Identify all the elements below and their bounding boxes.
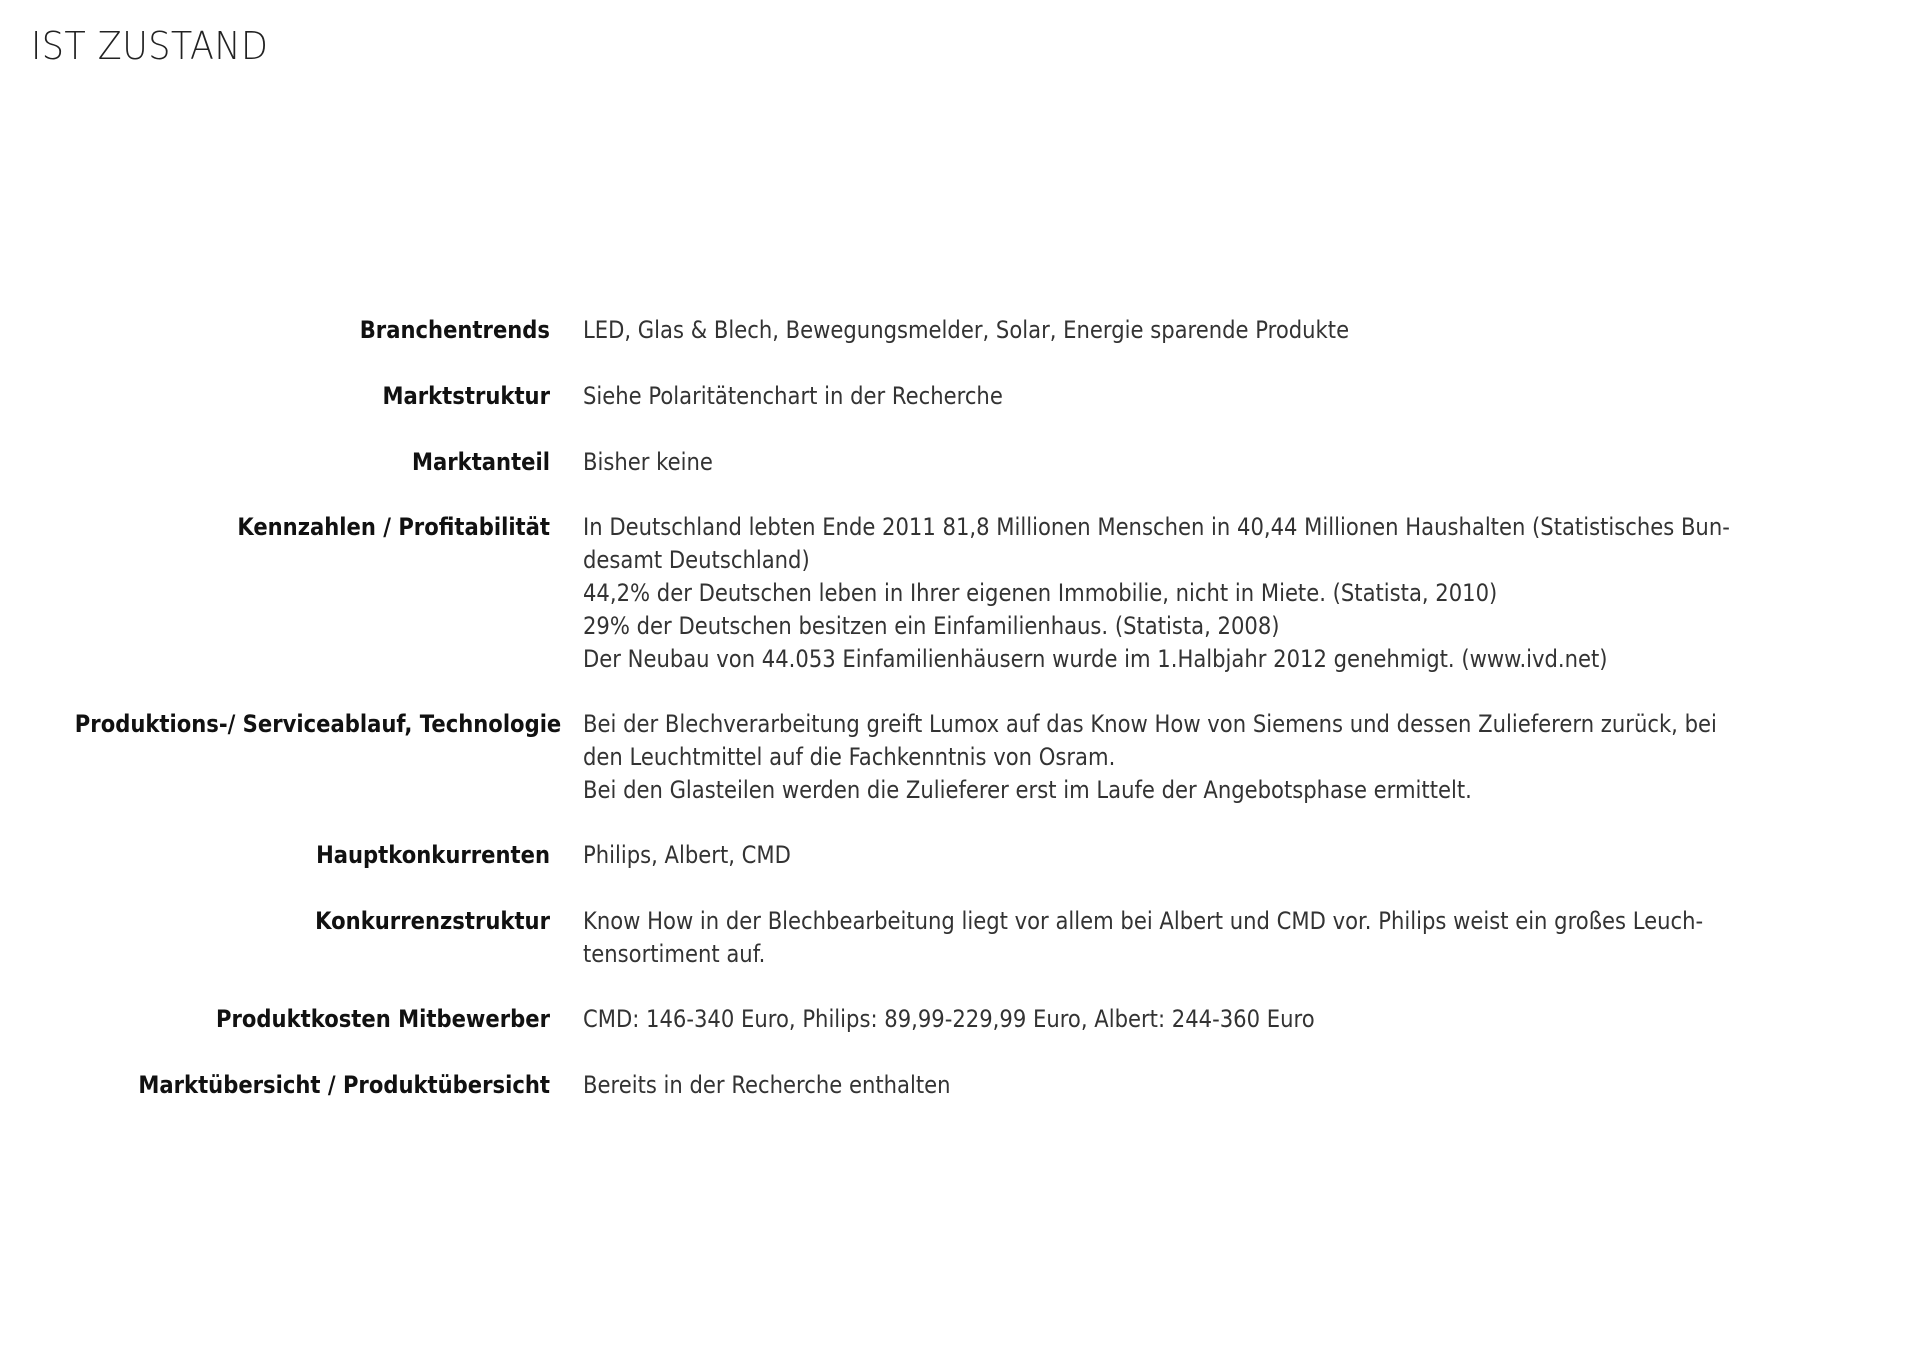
- row-label: Marktstruktur: [382, 382, 550, 410]
- value-line: Bisher keine: [583, 448, 713, 476]
- row-value: [583, 1003, 1797, 1036]
- row-label: Kennzahlen / Profitabilität: [237, 513, 550, 541]
- row-label: Marktanteil: [411, 448, 550, 476]
- row-value: [583, 380, 1797, 413]
- row-label: Marktübersicht / Produktübersicht: [138, 1071, 550, 1099]
- value-line: 29% der Deutschen besitzen ein Einfamilienhaus. (Statista, 2008): [583, 612, 1280, 640]
- value-line: 44,2% der Deutschen leben in Ihrer eigenen Immobilie, nicht in Miete. (Statista, 2010): [583, 579, 1498, 607]
- value-line: Philips, Albert, CMD: [583, 841, 791, 869]
- value-line: tensortiment auf.: [583, 940, 766, 968]
- row-value: [583, 314, 1797, 347]
- row-value: [583, 839, 1797, 872]
- value-line: Siehe Polaritätenchart in der Recherche: [583, 382, 1003, 410]
- row-label: Konkurrenzstruktur: [315, 907, 550, 935]
- value-line: In Deutschland lebten Ende 2011 81,8 Millionen Menschen in 40,44 Millionen Haushalten (Statistisches Bun-: [583, 513, 1730, 541]
- value-line: CMD: 146-340 Euro, Philips: 89,99-229,99 Euro, Albert: 244-360 Euro: [583, 1005, 1315, 1033]
- row-value: [583, 446, 1797, 479]
- row-label: Branchentrends: [359, 316, 550, 344]
- page-title: IST ZUSTAND: [31, 24, 269, 68]
- row-value: [583, 1069, 1797, 1102]
- value-line: desamt Deutschland): [583, 546, 810, 574]
- value-line: Bereits in der Recherche enthalten: [583, 1071, 951, 1099]
- row-label: Produktkosten Mitbewerber: [216, 1005, 550, 1033]
- row-label: Produktions-/ Serviceablauf, Technologie: [74, 710, 562, 738]
- row-label: Hauptkonkurrenten: [316, 841, 550, 869]
- value-line: den Leuchtmittel auf die Fachkenntnis von Osram.: [583, 743, 1116, 771]
- row-value: [583, 708, 1797, 807]
- value-line: Know How in der Blechbearbeitung liegt vor allem bei Albert und CMD vor. Philips weist ein großes Leuch-: [583, 907, 1704, 935]
- value-line: Bei den Glasteilen werden die Zulieferer erst im Laufe der Angebotsphase ermittelt.: [583, 776, 1472, 804]
- row-value: [583, 511, 1797, 676]
- row-value: [583, 905, 1797, 971]
- value-line: LED, Glas & Blech, Bewegungsmelder, Solar, Energie sparende Produkte: [583, 316, 1350, 344]
- value-line: Bei der Blechverarbeitung greift Lumox auf das Know How von Siemens und dessen Zulieferern zurück, bei: [583, 710, 1717, 738]
- value-line: Der Neubau von 44.053 Einfamilienhäusern wurde im 1.Halbjahr 2012 genehmigt. (www.ivd.net): [583, 645, 1608, 673]
